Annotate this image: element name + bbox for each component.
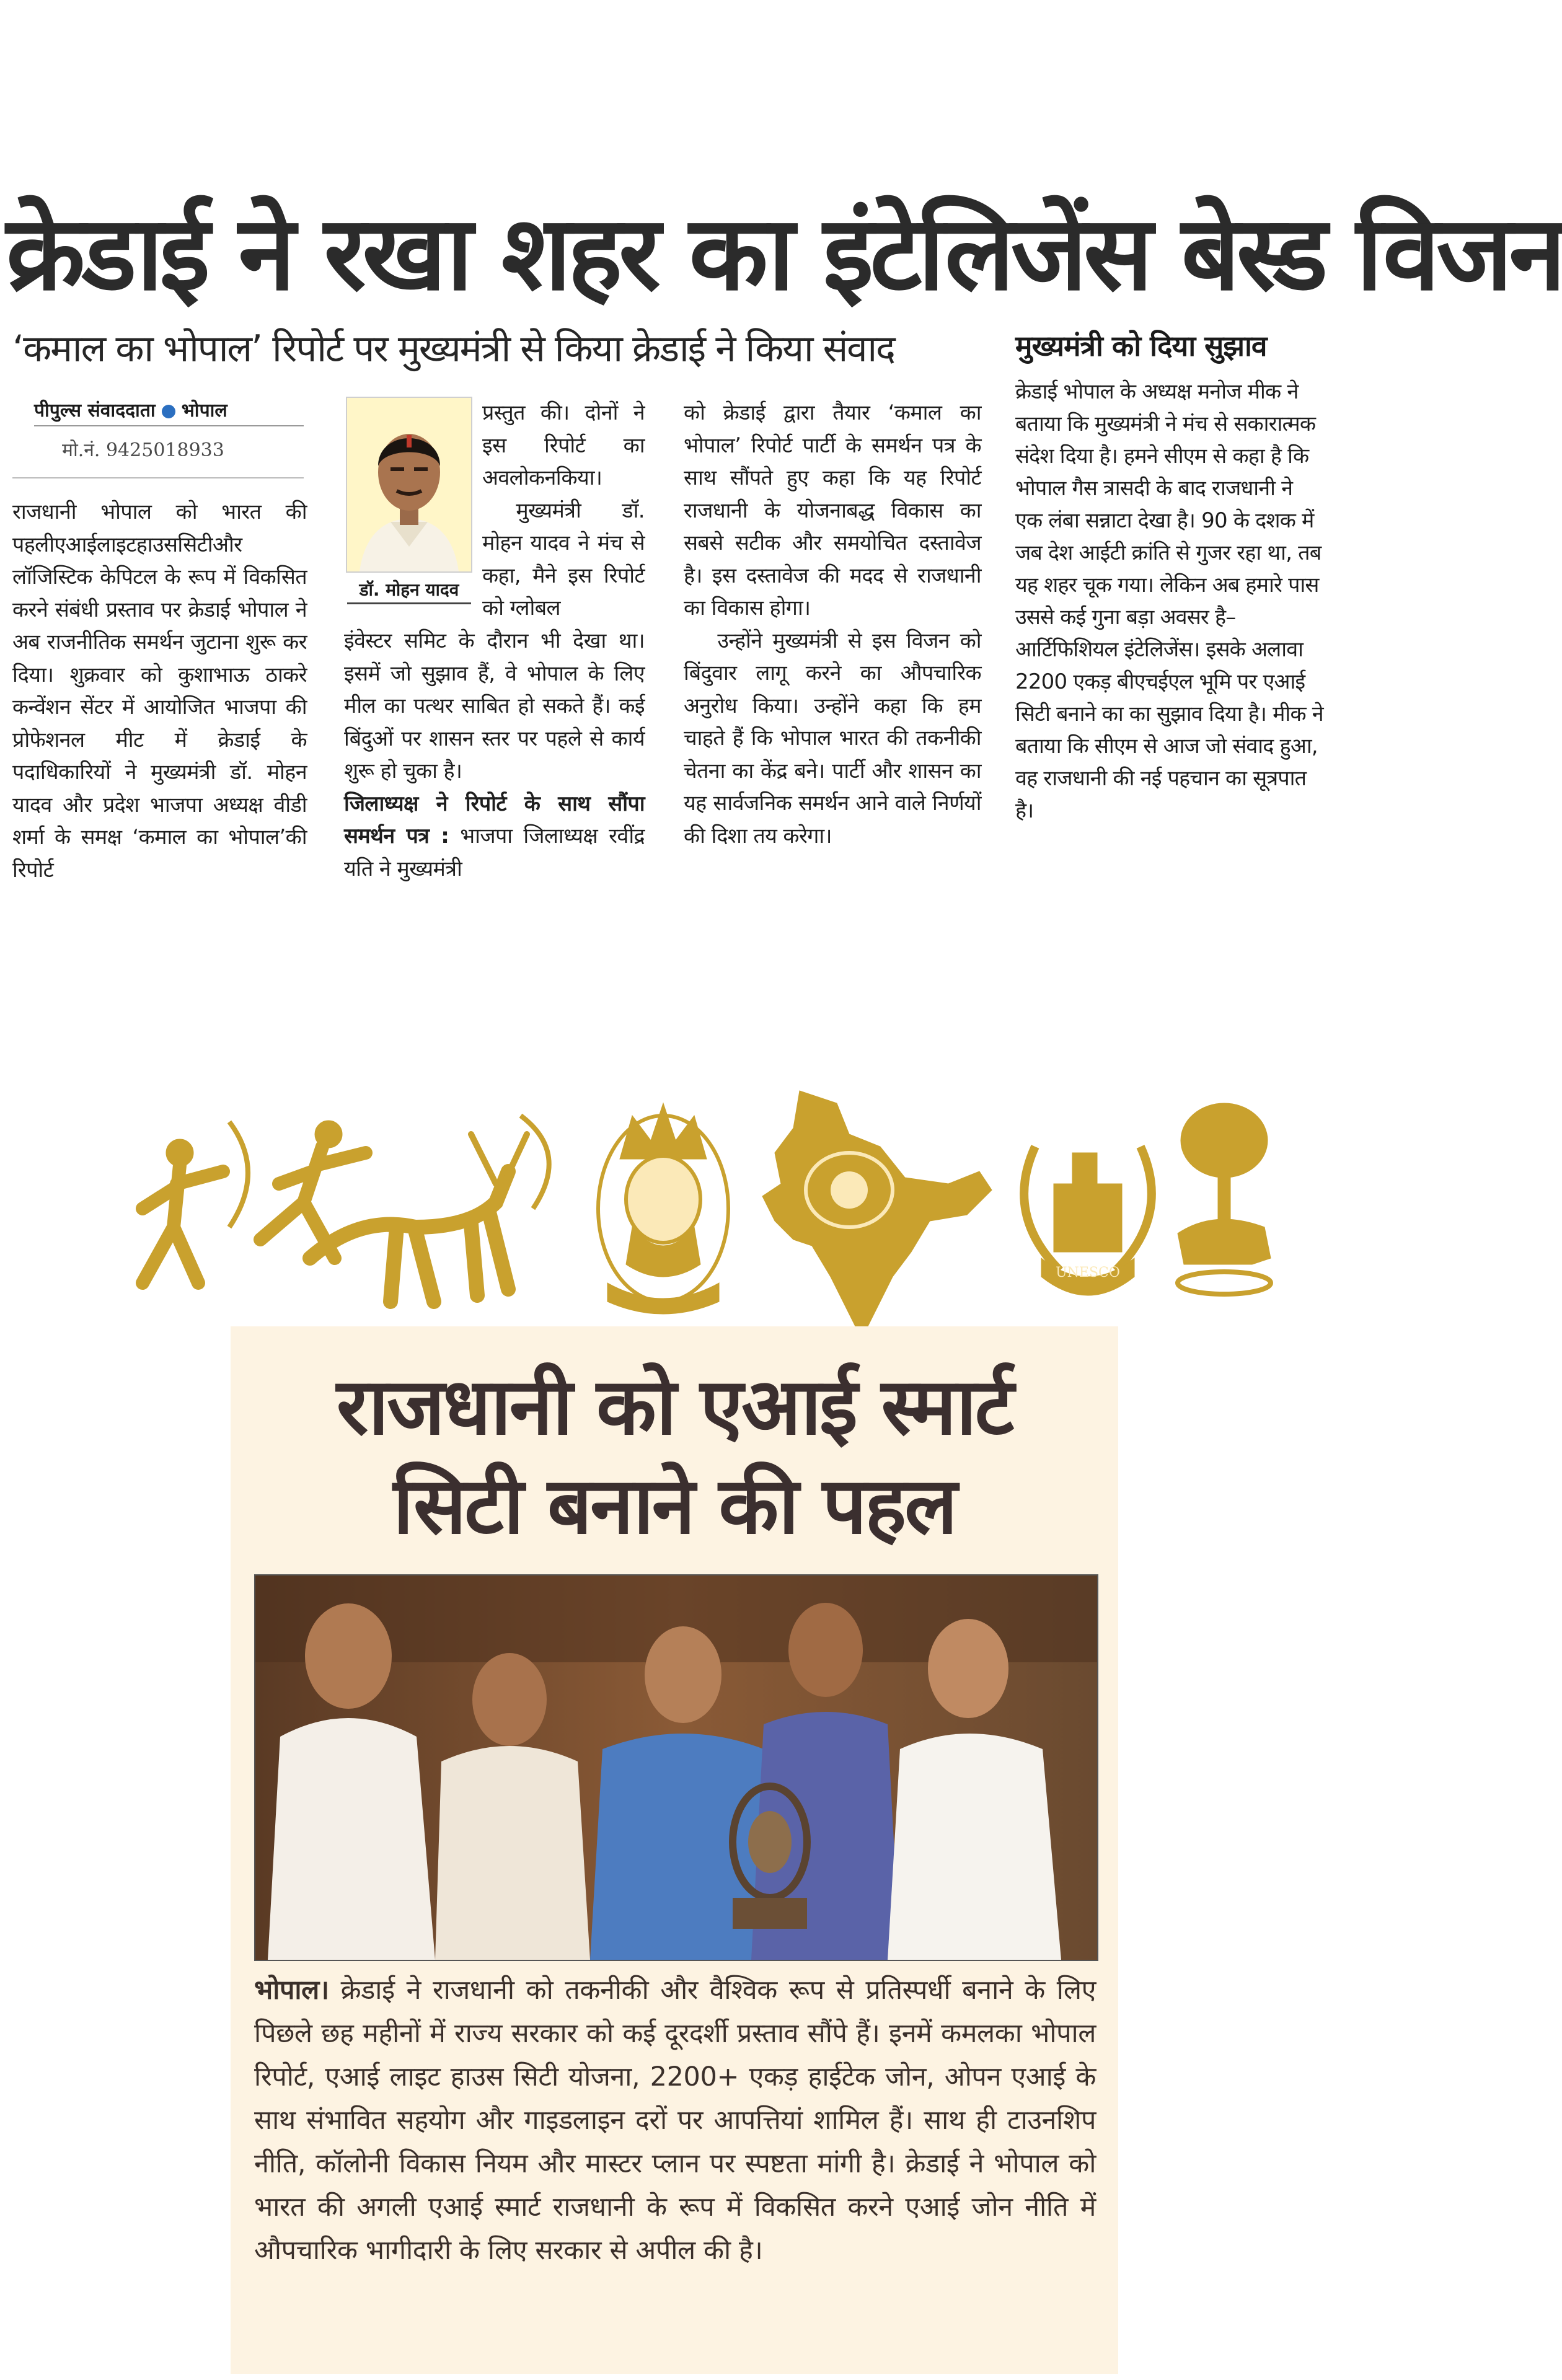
article-2-body-text: क्रेडाई ने राजधानी को तकनीकी और वैश्विक रूप से प्रतिस्पर्धी बनाने के लिए पिछले छह महीनों में राज्य सरकार को कई दूरदर्शी प्रस्ताव सौंपे हैं। इनमें कमलका भोपाल रिपोर्ट, एआई लाइट हाउस सिटी योजना, 2200+ एकड़ हाईटेक जोन, ओपन एआई के साथ संभावित सहयोग और गाइडलाइन दरों पर आपत्तियां शामिल हैं। साथ ही टाउनशिप नीति, कॉलोनी विकास नियम और मास्टर प्लान पर स्पष्टता मांगी है। क्रेडाई ने भोपाल को भारत की अगली एआई स्मार्ट राजधानी के रूप में विकसित करने एआई जोन नीति में औपचारिक भागीदारी के लिए सरकार से अपील की है।	[254, 1975, 1096, 2266]
headline: क्रेडाई ने रखा शहर का इंटेलिजेंस बेस्ड विजन	[6, 194, 1562, 314]
side-heading: मुख्यमंत्री को दिया सुझाव	[1015, 329, 1267, 363]
portrait-photo	[346, 397, 472, 573]
article-column-1	[12, 496, 307, 886]
article-2-body	[254, 1968, 1096, 2272]
tiger-tree-icon	[1178, 1103, 1271, 1294]
column-2-top-paragraph: मुख्यमंत्री डॉ. मोहन यादव ने मंच से कहा, मैने इस रिपोर्ट को ग्लोबल	[482, 498, 645, 620]
group-photo-image	[255, 1576, 1097, 1960]
article-column-4	[1015, 376, 1325, 827]
column-3-paragraph-1: को क्रेडाई द्वारा तैयार ‘कमाल का भोपाल’ रिपोर्ट पार्टी के समर्थन पत्र के साथ सौंपते हुए कहा कि यह रिपोर्ट राजधानी के योजनाबद्ध विकास का सबसे सटीक और समयोचित दस्तावेज है। इस दस्तावेज की मदद से राजधानी का विकास होगा।	[684, 400, 981, 620]
column-2-subheading-text: भाजपा जिलाध्यक्ष रवींद्र यति ने मुख्यमंत्री	[344, 824, 645, 881]
column-2-subheading: जिलाध्यक्ष ने रिपोर्ट के साथ सौंपा समर्थन पत्र :	[344, 791, 645, 848]
unesco-badge-text: UNESCO	[1056, 1265, 1120, 1280]
subheadline: ‘कमाल का भोपाल’ रिपोर्ट पर मुख्यमंत्री से किया क्रेडाई ने किया संवाद	[12, 327, 894, 371]
column-2-bottom-text: इंवेस्टर समिट के दौरान भी देखा था। इसमें जो सुझाव हैं, वे भोपाल के लिए मील का पत्थर साबित हो सकते हैं। कई बिंदुओं पर शासन स्तर पर पहले से कार्य शुरू हो चुका है।	[344, 628, 645, 783]
reporter-name: पीपुल्स संवाददाता	[34, 400, 156, 421]
column-2-top-text: प्रस्तुत की। दोनों ने इस रिपोर्ट का अवलोकनकिया।	[482, 400, 645, 490]
king-portrait-icon	[598, 1103, 728, 1314]
column-1-text: राजधानी भोपाल को भारत की पहलीएआईलाइटहाउससिटीऔर लॉजिस्टिक केपिटल के रूप में विकसित करने संबंधी प्रस्ताव पर क्रेडाई भोपाल ने अब राजनीतिक समर्थन जुटाना शुरू कर दिया। शुक्रवार को कुशाभाऊ ठाकरे कन्वेंशन सेंटर में आयोजित भाजपा की प्रोफेशनल मीट में क्रेडाई के पदाधिकारियों ने मुख्यमंत्री डॉ. मोहन यादव और प्रदेश भाजपा अध्यक्ष वीडी शर्मा के समक्ष ‘कमाल का भोपाल’की रिपोर्ट	[12, 500, 307, 883]
byline-city: भोपाल	[181, 400, 227, 421]
column-3-paragraph-2: उन्होंने मुख्यमंत्री से इस विजन को बिंदुवार लागू करने का औपचारिक अनुरोध किया। उन्होंने कहा कि हम चाहते हैं कि भोपाल भारत की तकनीकी चेतना का केंद्र बने। पार्टी और शासन का यह सार्वजनिक समर्थन आने वाले निर्णयों की दिशा तय करेगा।	[684, 628, 981, 848]
byline	[34, 397, 304, 426]
article-column-2-top	[482, 397, 645, 625]
divider	[12, 477, 304, 478]
emblem-row	[124, 1078, 1240, 1339]
reporter-phone: मो.नं. 9425018933	[62, 439, 224, 461]
article-2-headline-line-2: सिटी बनाने की पहल	[393, 1460, 956, 1551]
article-2-headline-line-1: राजधानी को एआई स्मार्ट	[336, 1361, 1013, 1452]
bullet-dot-icon	[162, 405, 175, 418]
article-2-headline	[231, 1357, 1118, 1556]
group-photo	[254, 1574, 1098, 1961]
portrait-caption: डॉ. मोहन यादव	[347, 578, 471, 604]
man-portrait-icon	[347, 398, 471, 571]
india-map-icon	[762, 1091, 992, 1339]
article-2-dateline: भोपाल।	[254, 1975, 329, 2006]
unesco-wreath-icon	[1024, 1147, 1152, 1295]
rock-art-figures-icon	[143, 1116, 549, 1302]
article-column-3	[684, 397, 981, 852]
column-4-text: क्रेडाई भोपाल के अध्यक्ष मनोज मीक ने बताया कि मुख्यमंत्री ने मंच से सकारात्मक संदेश दिया है। हमने सीएम से कहा है कि भोपाल गैस त्रासदी के बाद राजधानी ने एक लंबा सन्नाटा देखा है। 90 के दशक में जब देश आईटी क्रांति से गुजर रहा था, तब यह शहर चूक गया। लेकिन अब हमारे पास उससे कई गुना बड़ा अवसर है– आर्टिफिशियल इंटेलिजेंस। इसके अलावा 2200 एकड़ बीएचईएल भूमि पर एआई सिटी बनाने का का सुझाव दिया है। मीक ने बताया कि सीएम से आज जो संवाद हुआ, वह राजधानी की नई पहचान का सूत्रपात है।	[1015, 379, 1323, 823]
article-column-2-bottom	[344, 625, 645, 885]
